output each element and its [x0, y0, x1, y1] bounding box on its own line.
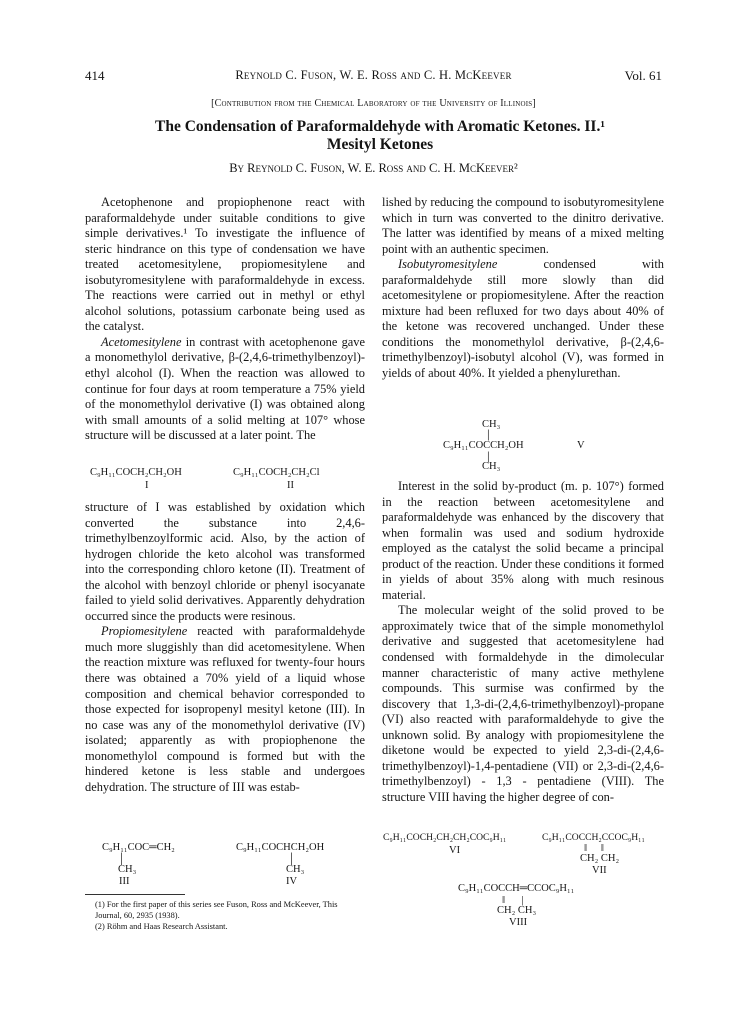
- left-column-cont: [85, 500, 365, 795]
- paragraph: lished by reducing the compound to isobutyromesitylene which in turn was converted to the dinitro derivative. The latter was identified by means of a mixed melting point with an authentic specimen.: [382, 195, 664, 256]
- formula-VI: C₉H₁₁COCH₂CH₂CH₂COC₉H₁₁: [383, 832, 507, 843]
- formula-VIII-sub: CH₂ CH₃: [497, 905, 537, 916]
- formula-V-label: V: [577, 440, 585, 451]
- paragraph: Interest in the solid by-product (m. p. 107°) formed in the reaction between acetomesitylene and paraformaldehyde was enhanced by the discovery that when formalin was used and sodium hydroxide employed as the catalyst the solid became a principal product of the reaction. Under these conditions it formed in yields of about 35% along with much resinous material.: [382, 479, 664, 602]
- paragraph: Acetomesitylene in contrast with acetophenone gave a monomethylol derivative, β-(2,4,6-trimethylbenzoyl)-ethyl alcohol (I). When the reaction was allowed to continue for four days at room temperature a 75% yield of the monomethylol derivative (I) was obtained along with small amounts of a solid melting at 107° whose structure will be discussed at a later point. The: [85, 334, 365, 443]
- formula-III: C₉H₁₁COC═CH₂: [102, 842, 175, 853]
- running-head-authors: Reynold C. Fuson, W. E. Ross and C. H. McKeever: [235, 68, 512, 82]
- formula-VII: C₉H₁₁COCCH₂CCOC₉H₁₁: [542, 832, 645, 843]
- double-bond-lines: ‖ ‖: [584, 842, 604, 854]
- paragraph: Acetophenone and propiophenone react with paraformaldehyde under suitable conditions to give simple derivatives.¹ To investigate the influence of steric hindrance on this type of condensation we have treated acetomesitylene, propiomesitylene and isobutyromesitylene with paraformaldehyde in excess. The reactions were carried out in methyl or ethyl alcohol solutions, potassium carbonate being used as the catalyst.: [85, 195, 365, 334]
- left-column: [85, 195, 365, 444]
- formula-II: C₉H₁₁COCH₂CH₂Cl: [233, 467, 320, 478]
- italic-lead: Propiomesitylene: [101, 624, 188, 639]
- bond-line: |: [290, 851, 293, 866]
- formula-VI-label: VI: [449, 845, 461, 856]
- formula-VII-label: VII: [592, 865, 607, 876]
- formula-IV: C₉H₁₁COCHCH₂OH: [236, 842, 325, 853]
- formula-VIII-label: VIII: [509, 917, 528, 928]
- contribution-line: [Contribution from the Chemical Laboratory of the University of Illinois]: [211, 98, 536, 109]
- formula-V: C₉H₁₁COCCH₂OH: [443, 440, 524, 451]
- formula-IV-sub: CH₃: [286, 864, 305, 875]
- volume-label: Vol. 61: [624, 68, 662, 83]
- formula-I-label: I: [145, 480, 149, 491]
- bond-lines: ‖ |: [502, 894, 524, 906]
- bond-line: |: [120, 851, 123, 866]
- bond-line: |: [487, 448, 490, 463]
- paragraph: The molecular weight of the solid proved to be approximately twice that of the simple monomethylol derivative and suggested that acetomesitylene had condensed with formaldehyde in the dimolecular manner characteristic of many active methylene compounds. This surmise was confirmed by the discovery that 1,3-di-(2,4,6-trimethylbenzoyl)-propane (VI) also reacted with paraformaldehyde to give the unknown solid. By analogy with propiomesitylene the diketone would be expected to yield 2,3-di-(2,4,6-trimethylbenzoyl)-1,4-pentadiene (VII) or 2,3-di-(2,4,6-trimethylbenzoyl) - 1,3 - pentadiene (VIII). The structure VIII having the higher degree of con-: [382, 603, 664, 804]
- formula-VIII: C₉H₁₁COCCH═CCOC₉H₁₁: [458, 883, 575, 894]
- footnote-2: (2) Röhm and Haas Research Assistant.: [95, 921, 228, 931]
- footnote-1: (1) For the first paper of this series see Fuson, Ross and McKeever, This Journal, 60, 2935 (1938).: [95, 900, 338, 920]
- formula-III-sub: CH₃: [118, 864, 137, 875]
- right-column-cont: [382, 479, 664, 805]
- title-line-1: The Condensation of Paraformaldehyde with Aromatic Ketones. II.¹: [155, 118, 605, 135]
- formula-VII-sub: CH₂ CH₂: [580, 853, 620, 864]
- paragraph: structure of I was established by oxidation which converted the substance into 2,4,6-trimethylbenzoylformic acid. Also, by the action of hydrogen chloride the keto alcohol was transformed into the corresponding chloro ketone (II). Treatment of the alcohol with benzoyl chloride or phenyl isocyanate failed to yield solid derivatives. Apparently dehydration occurred since the products were resinous.: [85, 500, 365, 623]
- formula-V-top: CH₃: [482, 419, 501, 430]
- bond-line: |: [487, 426, 490, 441]
- right-column: [382, 195, 664, 382]
- formula-II-label: II: [287, 480, 294, 491]
- formula-III-label: III: [119, 876, 130, 887]
- title-line-2: Mesityl Ketones: [326, 136, 434, 153]
- formula-I: C₉H₁₁COCH₂CH₂OH: [90, 467, 182, 478]
- byline: By Reynold C. Fuson, W. E. Ross and C. H. McKeever²: [229, 161, 518, 175]
- article-title: [110, 118, 650, 154]
- footnotes: [95, 900, 365, 932]
- page-number: 414: [85, 68, 105, 83]
- footnote-rule: [85, 894, 185, 895]
- paragraph: Propiomesitylene reacted with paraformaldehyde much more sluggishly than did acetomesitylene. When the reaction mixture was refluxed for twenty-four hours there was obtained a 70% yield of a liquid whose composition and chemical behavior corresponded to those expected for isopropenyl mesityl ketone (III). In no case was any of the monomethylol derivative (IV) isolated; apparently as with propiophenone the monomethylol compound is formed but with the hindered ketone is less stable and undergoes dehydration. The structure of III was estab-: [85, 624, 365, 794]
- paragraph: Isobutyromesitylene condensed with paraformaldehyde still more slowly than did acetomesitylene or propiomesitylene. After the reaction mixture had been refluxed for two days about 40% of the ketone was recovered unchanged. Under these conditions the monomethylol derivative, β-(2,4,6-trimethylbenzoyl)-isobutyl alcohol (V), was formed in yields of about 40%. It yielded a phenylurethan.: [382, 257, 664, 381]
- formula-V-bottom: CH₃: [482, 461, 501, 472]
- italic-lead: Acetomesitylene: [101, 334, 182, 349]
- italic-lead: Isobutyromesitylene: [398, 257, 498, 272]
- formula-IV-label: IV: [286, 876, 298, 887]
